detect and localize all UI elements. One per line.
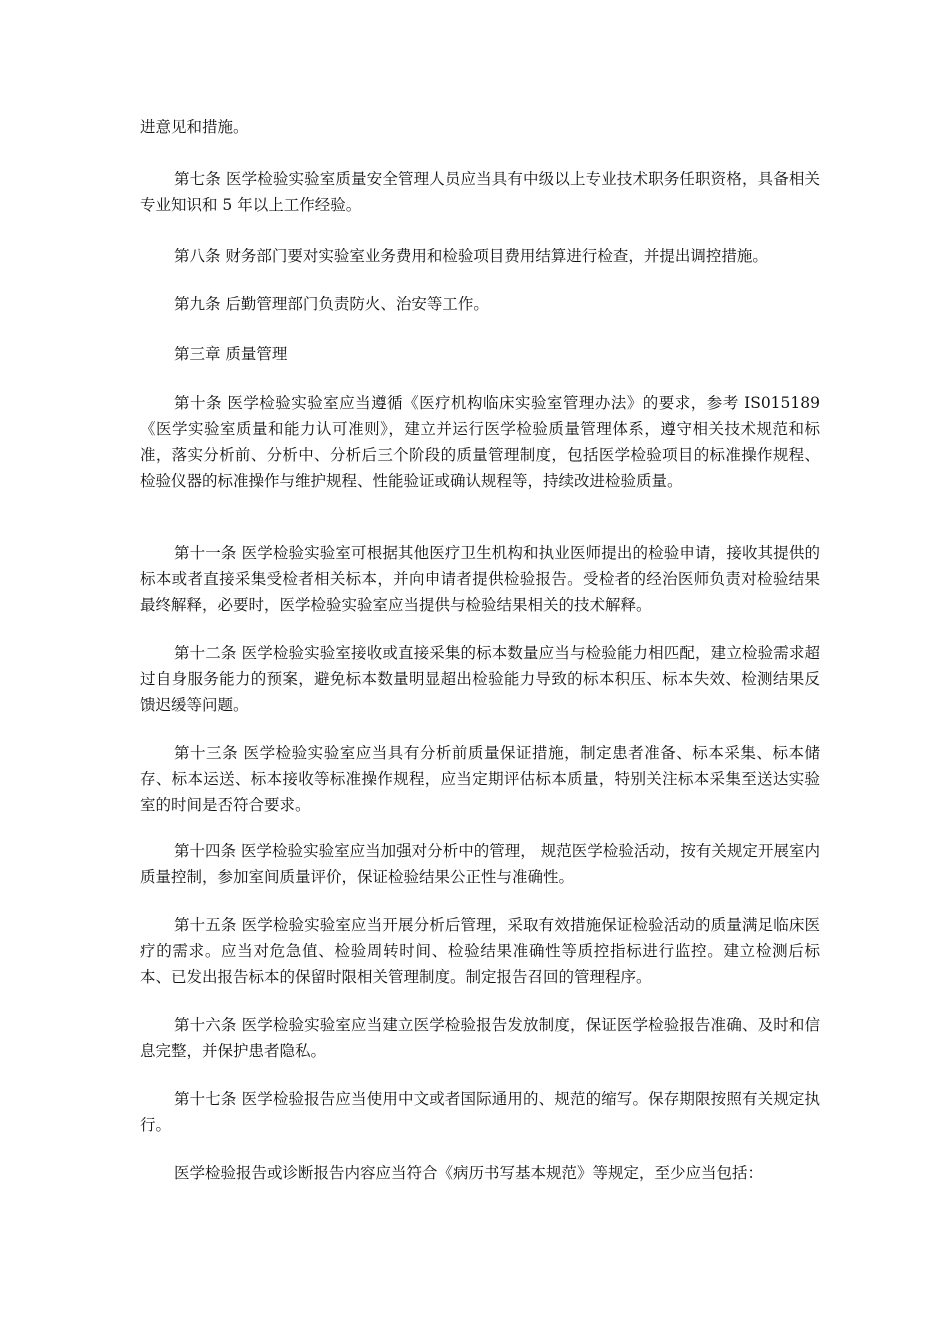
chapter-heading: 第三章 质量管理 [174,345,288,363]
paragraph-article-13: 第十三条 医学检验实验室应当具有分析前质量保证措施，制定患者准备、标本采集、标本储存、标本运送、标本接收等标准操作规程，应当定期评估标本质量，特别关注标本采集至送达实验室的时间是否符合要求。 [140,744,820,814]
paragraph-article-9: 第九条 后勤管理部门负责防火、治安等工作。 [174,295,489,313]
paragraph-report-contents: 医学检验报告或诊断报告内容应当符合《病历书写基本规范》等规定，至少应当包括： [174,1164,764,1182]
paragraph-article-14: 第十四条 医学检验实验室应当加强对分析中的管理， 规范医学检验活动，按有关规定开展室内质量控制，参加室间质量评价，保证检验结果公正性与准确性。 [140,842,820,886]
paragraph-continuation: 进意见和措施。 [140,118,249,136]
paragraph-article-11: 第十一条 医学检验实验室可根据其他医疗卫生机构和执业医师提出的检验申请，接收其提供的标本或者直接采集受检者相关标本，并向申请者提供检验报告。受检者的经治医师负责对检验结果最终解释，必要时，医学检验实验室应当提供与检验结果相关的技术解释。 [140,544,820,614]
paragraph-article-7: 第七条 医学检验实验室质量安全管理人员应当具有中级以上专业技术职务任职资格，具备相关专业知识和 5 年以上工作经验。 [140,170,820,214]
paragraph-article-8: 第八条 财务部门要对实验室业务费用和检验项目费用结算进行检查，并提出调控措施。 [174,247,768,265]
paragraph-article-12: 第十二条 医学检验实验室接收或直接采集的标本数量应当与检验能力相匹配，建立检验需求超过自身服务能力的预案，避免标本数量明显超出检验能力导致的标本积压、标本失效、检测结果反馈迟缓等问题。 [140,644,820,714]
paragraph-article-15: 第十五条 医学检验实验室应当开展分析后管理，采取有效措施保证检验活动的质量满足临床医疗的需求。应当对危急值、检验周转时间、检验结果准确性等质控指标进行监控。建立检测后标本、已发出报告标本的保留时限相关管理制度。制定报告召回的管理程序。 [140,916,820,986]
paragraph-article-17: 第十七条 医学检验报告应当使用中文或者国际通用的、规范的缩写。保存期限按照有关规定执行。 [140,1090,820,1134]
paragraph-article-16: 第十六条 医学检验实验室应当建立医学检验报告发放制度，保证医学检验报告准确、及时和信息完整，并保护患者隐私。 [140,1016,820,1060]
paragraph-article-10: 第十条 医学检验实验室应当遵循《医疗机构临床实验室管理办法》的要求，参考 IS015189 《医学实验室质量和能力认可准则》，建立并运行医学检验质量管理体系，遵守相关技术规范和标准，落实分析前、分析中、分析后三个阶段的质量管理制度，包括医学检验项目的标准操作规程、检验仪器的标准操作与维护规程、性能验证或确认规程等，持续改进检验质量。 [140,394,820,490]
